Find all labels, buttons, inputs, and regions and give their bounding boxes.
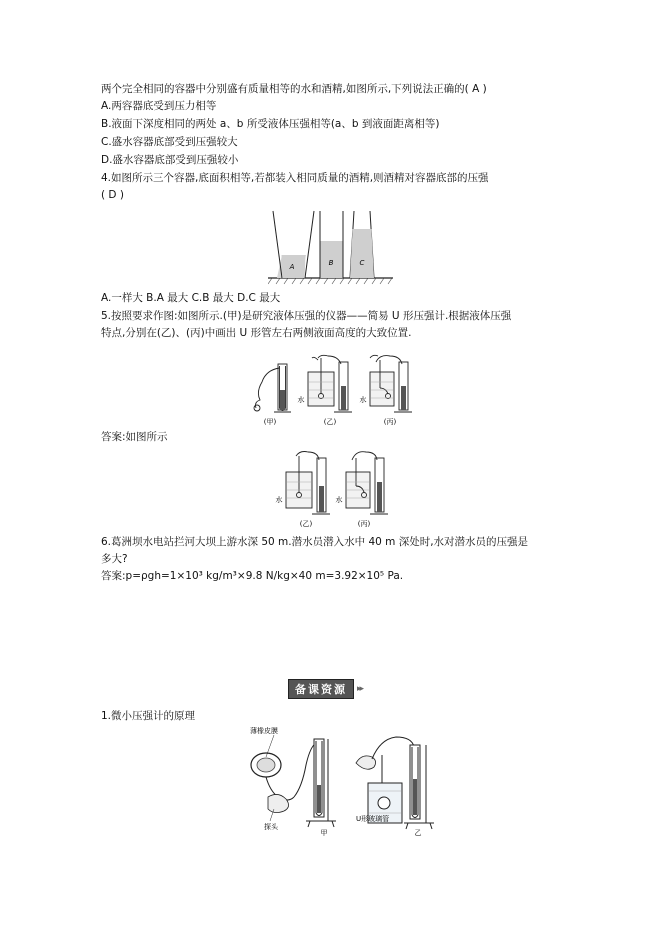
fig-yi-water-label: 水 bbox=[297, 396, 305, 404]
principle-jia-label: 甲 bbox=[320, 829, 328, 837]
q4-answer: ( D ) bbox=[101, 189, 124, 201]
q3-option-a: A.两容器底受到压力相等 bbox=[101, 100, 217, 112]
q5-figure bbox=[246, 350, 412, 428]
q5-answer-figure bbox=[272, 448, 390, 530]
q5-stem-1: 5.按照要求作图:如图所示.(甲)是研究液体压强的仪器——简易 U 形压强计.根据液体压强 bbox=[101, 310, 512, 322]
container-b-label: B bbox=[328, 259, 334, 267]
q6-answer: 答案:p=ρgh=1×10³ kg/m³×9.8 N/kg×40 m=3.92×10⁵ Pa. bbox=[101, 570, 404, 582]
q3-option-b: B.液面下深度相同的两处 a、b 所受液体压强相等(a、b 到液面距离相等) bbox=[101, 118, 440, 130]
q5-answer: 答案:如图所示 bbox=[101, 431, 168, 443]
answer-yi-water-label: 水 bbox=[275, 496, 283, 504]
q5-stem-2: 特点,分别在(乙)、(丙)中画出 U 形管左右两侧液面高度的大致位置. bbox=[101, 327, 412, 339]
q4-options: A.一样大 B.A 最大 C.B 最大 D.C 最大 bbox=[101, 292, 281, 304]
q6-stem-2: 多大? bbox=[101, 553, 128, 565]
fig-bing-label: (丙) bbox=[383, 418, 397, 426]
resource-banner bbox=[288, 680, 362, 698]
containers-figure bbox=[268, 207, 393, 287]
container-a-label: A bbox=[289, 263, 295, 271]
resource-banner-label: 备课资源 bbox=[288, 679, 354, 699]
answer-bing-label: (丙) bbox=[357, 520, 371, 528]
resource-item-1: 1.微小压强计的原理 bbox=[101, 710, 196, 722]
fig-bing-water-label: 水 bbox=[359, 396, 367, 404]
fig-yi-label: (乙) bbox=[323, 418, 337, 426]
utube-label: U形玻璃管 bbox=[356, 815, 390, 823]
q6-stem-1: 6.葛洲坝水电站拦河大坝上游水深 50 m.潜水员潜入水中 40 m 深处时,水对潜水员的压强是 bbox=[101, 536, 529, 548]
q3-stem: 两个完全相同的容器中分别盛有质量相等的水和酒精,如图所示,下列说法正确的( A ) bbox=[101, 83, 487, 95]
probe-label: 探头 bbox=[264, 823, 278, 831]
answer-bing-water-label: 水 bbox=[335, 496, 343, 504]
fig-jia-label: (甲) bbox=[263, 418, 277, 426]
principle-yi-label: 乙 bbox=[414, 829, 422, 837]
membrane-label: 薄橡皮膜 bbox=[250, 727, 278, 735]
double-arrow-icon: ▸▸ bbox=[357, 684, 363, 694]
container-c-label: C bbox=[359, 259, 365, 267]
q3-option-d: D.盛水容器底部受到压强较小 bbox=[101, 154, 239, 166]
q3-option-c: C.盛水容器底部受到压强较大 bbox=[101, 136, 238, 148]
q4-stem: 4.如图所示三个容器,底面积相等,若都装入相同质量的酒精,则酒精对容器底部的压强 bbox=[101, 172, 489, 184]
answer-yi-label: (乙) bbox=[299, 520, 313, 528]
principle-figure bbox=[244, 725, 444, 837]
